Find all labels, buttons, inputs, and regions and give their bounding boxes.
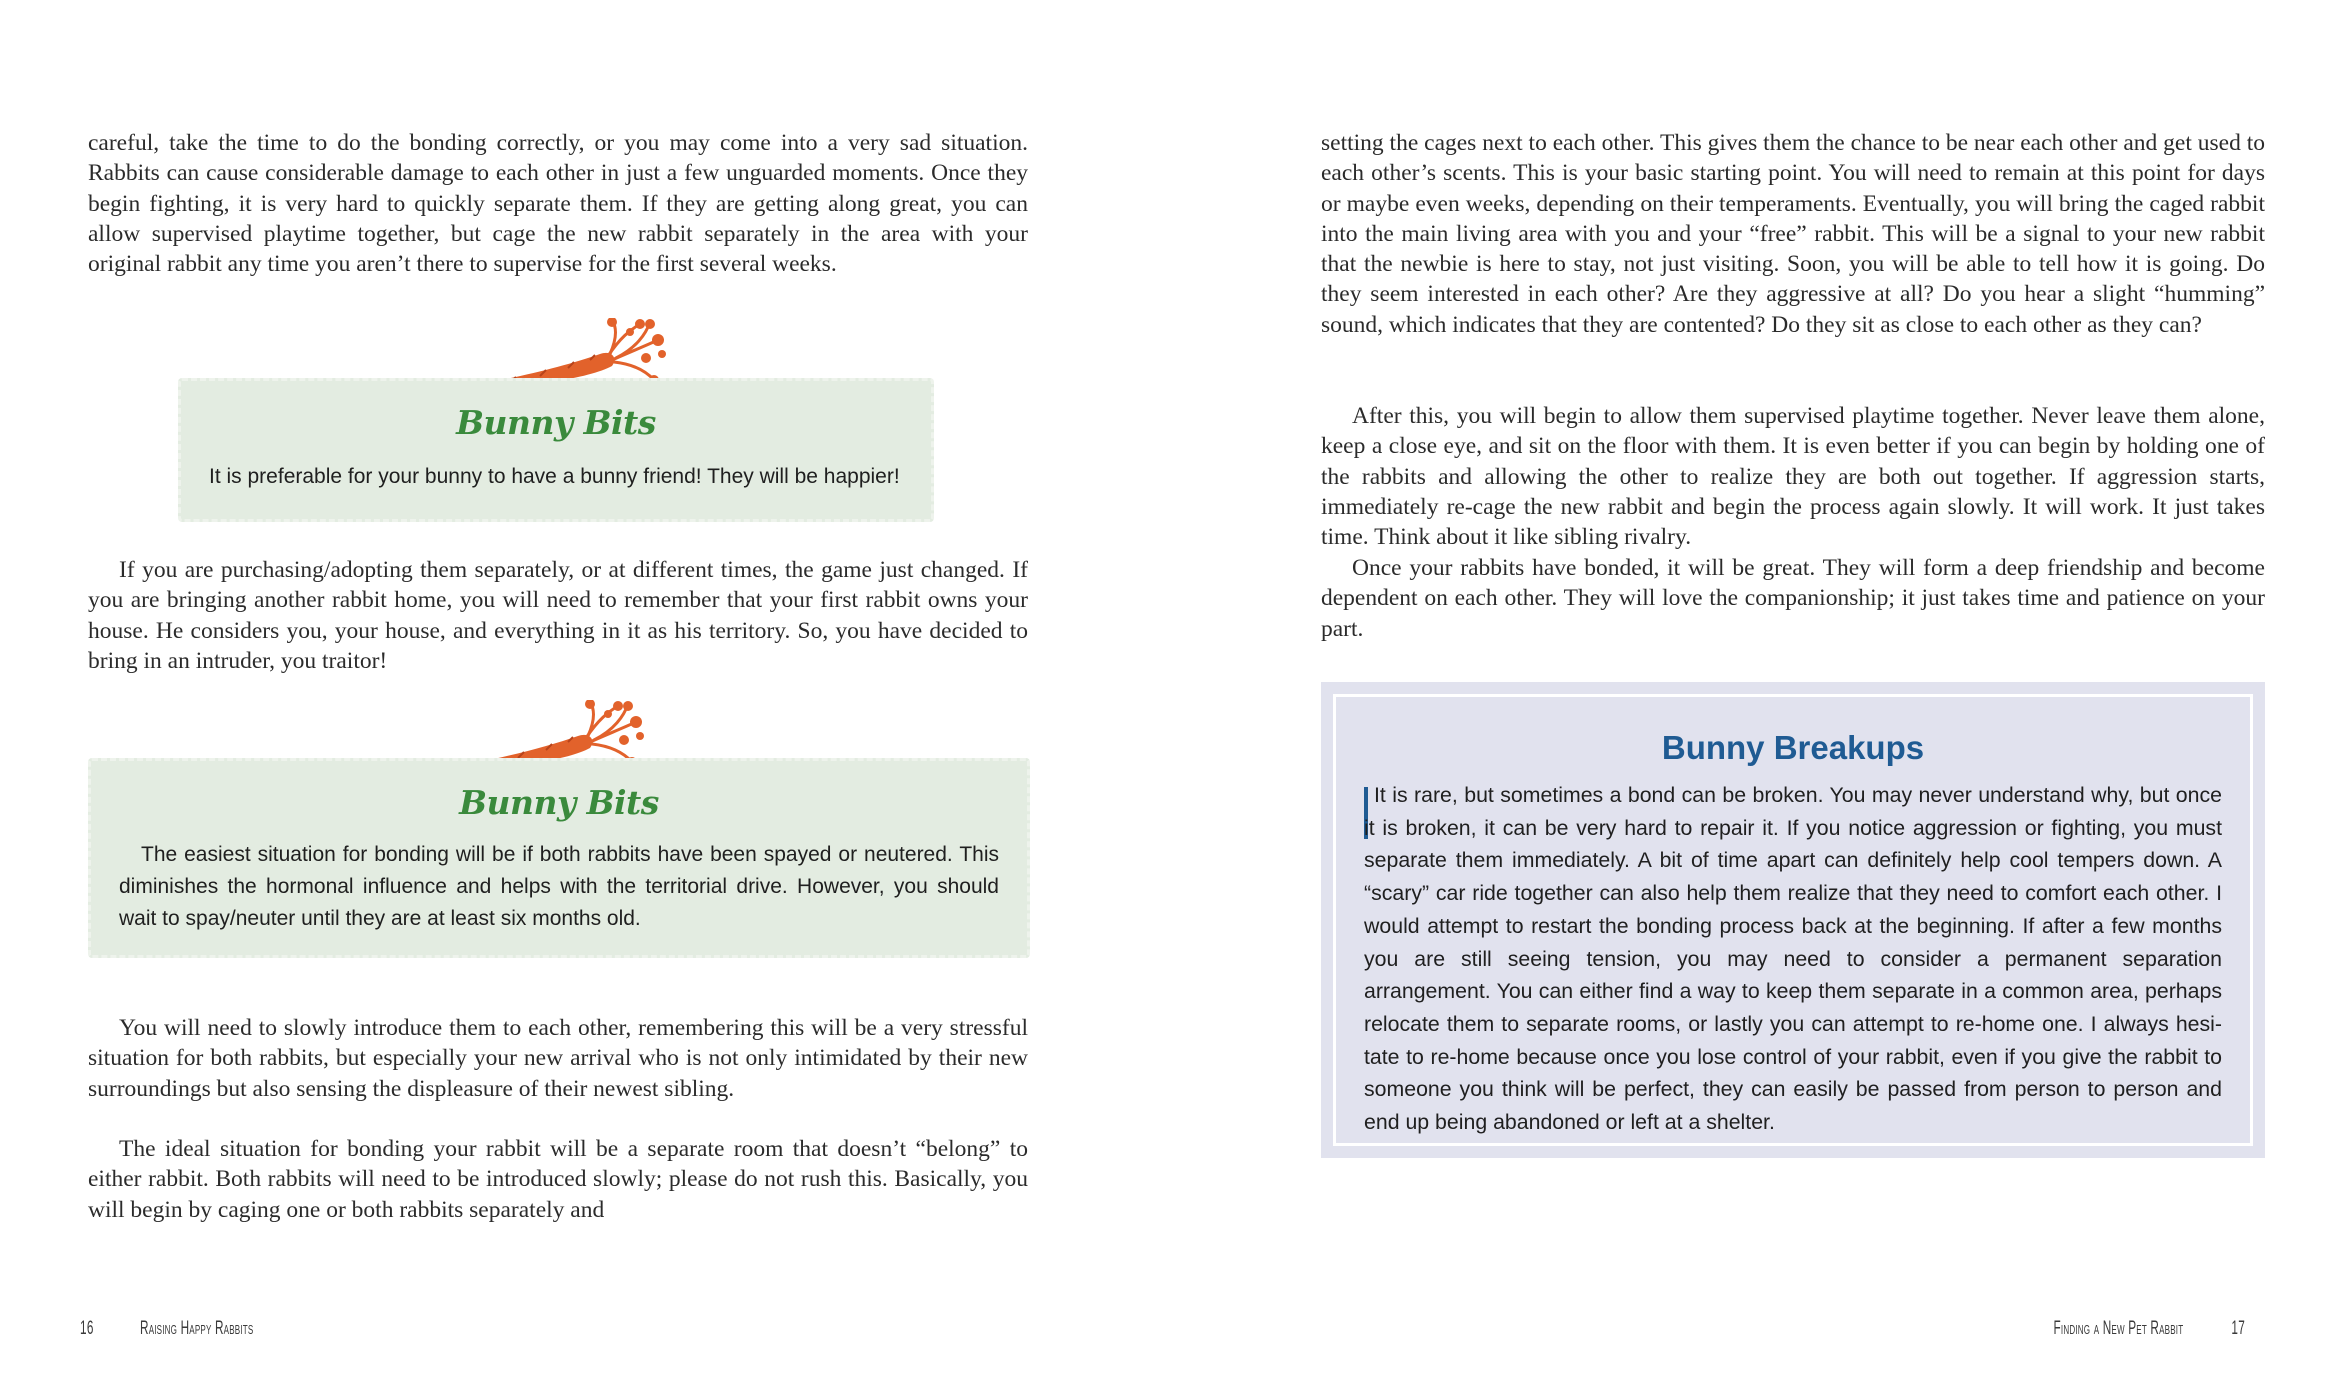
left-page <box>0 0 1166 1400</box>
bunny-breakups-title: Bunny Breakups <box>1661 729 1925 766</box>
page-number: 16 <box>80 1318 94 1339</box>
bunny-bits-text: It is preferable for your bunny to have a bunny friend! They will be happier! <box>209 465 900 488</box>
bunny-breakups-text: It is rare, but sometimes a bond can be broken. You may never understand why, but once it is broken, it can be very hard to repair it. If you notice aggression or fighting, you must separate them immediately. A bit of time apart can definitely help cool tempers down. A “scary” car ride together can also help them realize that they need to comfort each other. I would attempt to restart the bonding process back at the beginning. If after a few months you are still seeing tension, you may need to consider a permanent separation arrangement. You can either find a way to keep them separate in a common area, perhaps relocate them to separate rooms, or lastly you can attempt to re-home one. I always hesitate to re-home because once you lose control of your rabbit, even if you give the rabbit to someone you think will be perfect, they can easily be passed from person to person and end up being abandoned or left at a shelter. <box>1364 783 2222 1135</box>
bunny-breakups-frame <box>1333 694 2253 1146</box>
bunny-bits-title: Bunny Bits <box>459 783 659 822</box>
body-paragraph: Once your rabbits have bonded, it will be great. They will form a deep friendship and become dependent on each other. They will love the companionship; it just takes time and patience on your part. <box>1321 555 2265 642</box>
body-paragraph: setting the cages next to each other. This gives them the chance to be near each other and get used to each other’s scents. This is your basic starting point. You will need to remain at this point for days or maybe even weeks, depending on their temperaments. Eventually, you will bring the caged rabbit into the main living area with you and your “free” rabbit. This will be a signal to your new rabbit that the newbie is here to stay, not just visiting. Soon, you will be able to tell how it is going. Do they seem interested in each other? Are they aggressive at all? Do you hear a slight “humming” sound, which indicates that they are contented? Do they sit as close to each other as they can? <box>1321 130 2265 338</box>
bunny-bits-box <box>178 378 934 522</box>
body-paragraph: After this, you will begin to allow them supervised playtime together. Never leave them alone, keep a close eye, and sit on the floor with them. It is even better if you can begin by holding one of the rabbits and allowing the other to realize they are both out together. If aggression starts, immediately re-cage the new rabbit and begin the process again slowly. It will work. It just takes time. Think about it like sibling rivalry. <box>1321 403 2265 551</box>
running-head: Finding a New Pet Rabbit <box>2053 1318 2183 1339</box>
body-paragraph: careful, take the time to do the bonding correctly, or you may come into a very sad situation. Rabbits can cause considerable damage to each other in just a few unguarded moments. Once they begin fighting, it is very hard to quickly separate them. If they are getting along great, you can allow supervised playtime together, but cage the new rabbit separately in the area with your original rabbit any time you aren’t there to supervise for the first several weeks. <box>88 130 1028 278</box>
running-head: Raising Happy Rabbits <box>140 1318 254 1339</box>
body-paragraph: If you are purchasing/adopting them separately, or at different times, the game just changed. If you are bringing another rabbit home, you will need to remember that your first rabbit owns your house. He considers you, your house, and everything in it as his territory. So, you have decided to bring in an intruder, you traitor! <box>88 557 1028 674</box>
bunny-bits-text: The easiest situation for bonding will be if both rabbits have been spayed or neutered. This diminishes the hormonal influence and helps with the territorial drive. However, you should wait to spay/neuter until they are at least six months old. <box>119 843 999 930</box>
body-paragraph: The ideal situation for bonding your rabbit will be a separate room that doesn’t “belong” to either rabbit. Both rabbits will need to be introduced slowly; please do not rush this. Basically, you will begin by caging one or both rabbits separately and <box>88 1136 1028 1223</box>
bunny-bits-title: Bunny Bits <box>456 403 656 442</box>
bunny-bits-box <box>88 758 1030 958</box>
right-page <box>1166 0 2333 1400</box>
bunny-breakups-box <box>1321 682 2265 1158</box>
page-number: 17 <box>2231 1318 2245 1339</box>
body-paragraph: You will need to slowly introduce them to each other, remembering this will be a very stressful situation for both rabbits, but especially your new arrival who is not only intimidated by their new surroundings but also sensing the displeasure of their newest sibling. <box>88 1015 1028 1102</box>
